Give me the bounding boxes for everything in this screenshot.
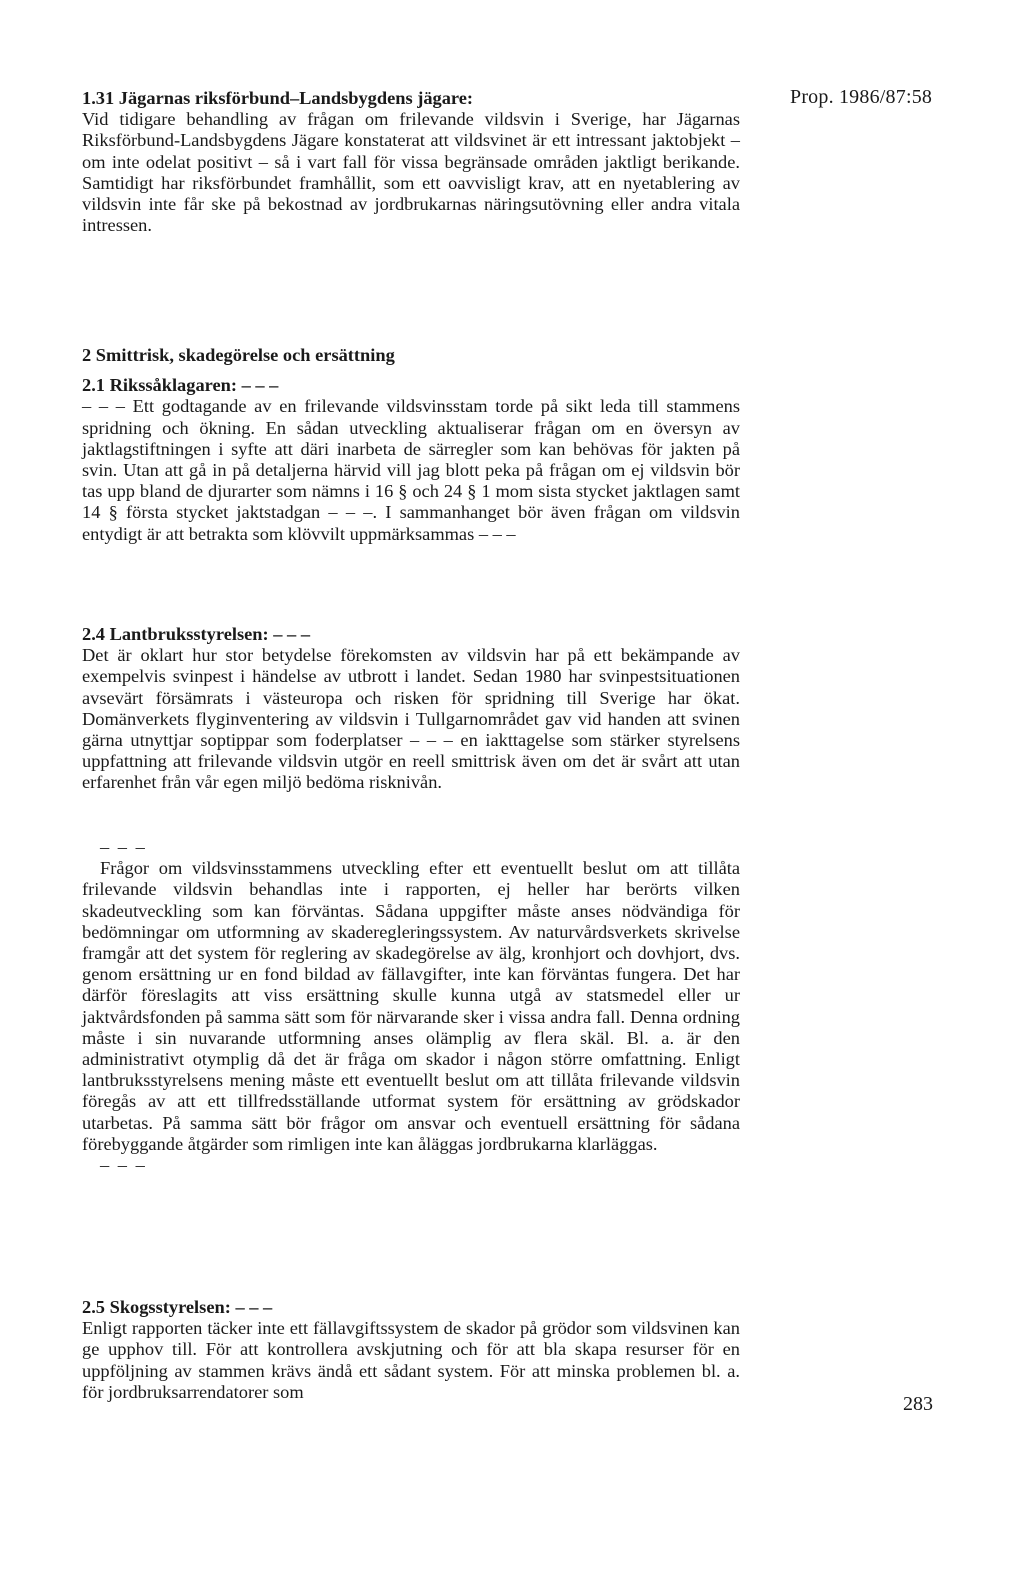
section-2-5-text: Enligt rapporten täcker inte ett fällavgiftssystem de skador på grödor som vildsvinen kan ge upphov till. För att kontrollera avskjutning och för att bla skapa resurser för en uppföljning av stammen krävs ändå ett sådant system. För att minska problemen bl. a. för jordbruksarrendatorer som xyxy=(82,1318,740,1402)
section-2-4 xyxy=(82,624,740,794)
section-2 xyxy=(82,345,740,545)
section-2-1-heading: 2.1 Rikssåklagaren: – – – xyxy=(82,375,279,396)
section-1-31-heading: 1.31 Jägarnas riksförbund–Landsbygdens jägare: xyxy=(82,88,474,108)
section-2-4-text: Det är oklart hur stor betydelse förekomsten av vildsvin har på ett bekämpande av exempelvis svinpest i händelse av utbrott i landet. Sedan 1980 har svinpestsituationen avsevärt försämrats i västeuropa och risken för spridning till Sverige har ökat. Domänverkets flyginventering av vildsvin i Tullgarnområdet gav vid handen att svinen gärna utnyttjar soptippar som foderplatser – – – en iakttagelse som stärker styrelsens uppfattning att frilevande vildsvin utgör en reell smittrisk även om det är svårt att utan erfarenhet från vår egen miljö bedöma risknivån. xyxy=(82,645,740,793)
section-2-1-text: – – – Ett godtagande av en frilevande vildsvinsstam torde på sikt leda till stammens spridning och ökning. En sådan utveckling aktualiserar frågan om en översyn av jaktlagstiftningen i syfte att däri inarbeta de särregler som kan behövas för jakten på svin. Utan att gå in på detaljerna härvid vill jag blott peka på frågan om ej vildsvin bör tas upp bland de djurarter som nämns i 16 § och 24 § 1 mom sista stycket jaktlagen samt 14 § första stycket jaktstadgan – – –. I sammanhanget bör även frågan om vildsvin entydigt är att betrakta som klövvilt uppmärksammas – – – xyxy=(82,396,740,544)
section-2-5-heading: 2.5 Skogsstyrelsen: – – – xyxy=(82,1297,273,1317)
section-2-4-heading: 2.4 Lantbruksstyrelsen: – – – xyxy=(82,624,311,644)
ellipsis-dashes-2: – – – xyxy=(100,1155,147,1176)
section-2-5 xyxy=(82,1297,740,1403)
section-1-31-text: Vid tidigare behandling av frågan om frilevande vildsvin i Sverige, har Jägarnas Riksförbund-Landsbygdens Jägare konstaterat att vildsvinet är ett intressant jaktobjekt – om inte odelat positivt – så i vart fall för vissa begränsade områden jaktligt berikande. Samtidigt har riksförbundet framhållit, som ett oavvisligt krav, att en nyetablering av vildsvin inte får ske på bekostnad av jordbrukarnas näringsutövning eller andra vitala intressen. xyxy=(82,109,740,236)
page-number: 283 xyxy=(903,1393,933,1415)
section-2-4-continued xyxy=(82,837,740,1176)
section-1-31 xyxy=(82,88,740,236)
running-head: Prop. 1986/87:58 xyxy=(790,86,933,108)
ellipsis-dashes: – – – xyxy=(100,837,147,857)
section-2-heading: 2 Smittrisk, skadegörelse och ersättning xyxy=(82,345,395,365)
section-2-4-text-2: Frågor om vildsvinsstammens utveckling efter ett eventuellt beslut om att tillåta frilevande vildsvin behandlas inte i rapporten, ej heller har berörts vilken skadeutveckling som kan förväntas. Sådana uppgifter måste anses nödvändiga för bedömningar om utformning av skaderegleringssystem. Av naturvårdsverkets skrivelse framgår att det system för reglering av skadegörelse av älg, kronhjort och dovhjort, dvs. genom ersättning ur en fond bildad av fällavgifter, inte kan förväntas fungera. Det har därför föreslagits att viss ersättning skulle kunna utgå av statsmedel eller ur jaktvårdsfonden på samma sätt som för närvarande sker i vissa andra fall. Denna ordning måste i sin nuvarande utformning anses olämplig av flera skäl. Bl. a. är den administrativt otymplig då det är fråga om skador i någon större omfattning. Enligt lantbruksstyrelsens mening måste ett eventuellt beslut om att tillåta frilevande vildsvin föregås av att ett tillfredsställande utformat system för ersättning av grödskador utarbetas. På samma sätt bör frågor om ansvar och eventuell ersättning för sådana förebyggande åtgärder som rimligen inte kan åläggas jordbrukarna klarläggas. xyxy=(82,858,740,1154)
